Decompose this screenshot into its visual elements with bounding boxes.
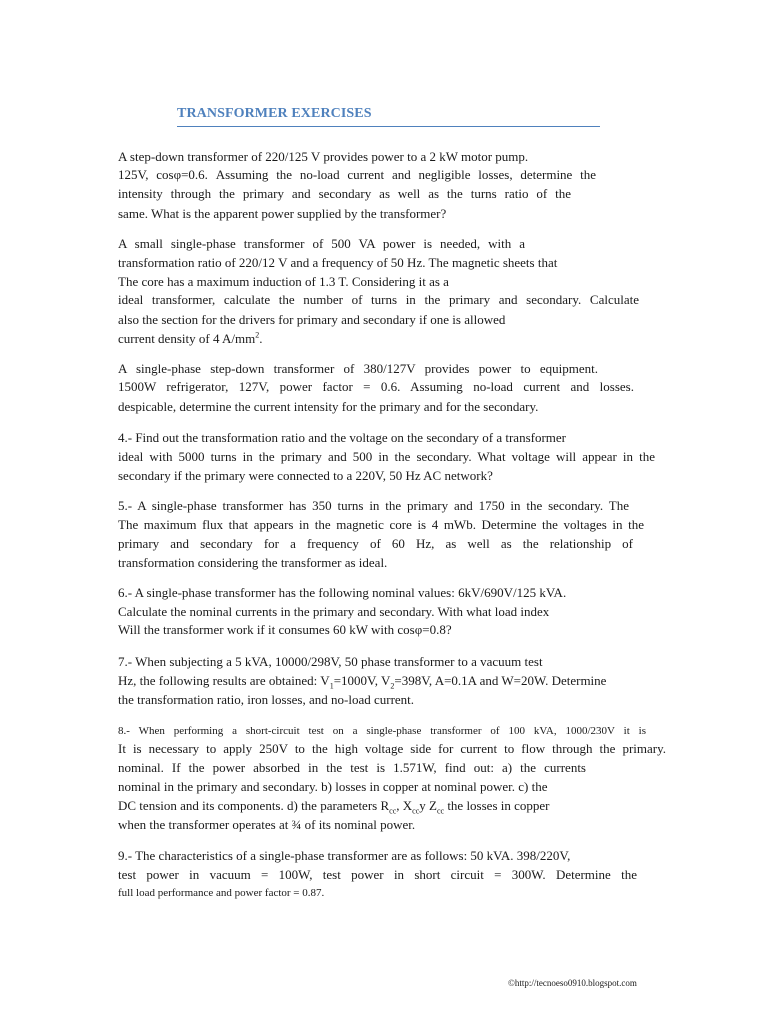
- ex7-sub-1: 1: [329, 681, 334, 691]
- ex2-line-6-text: current density of 4 A/mm: [118, 331, 256, 346]
- ex3-line-1: A single-phase step-down transformer of 380/127V provides power to equipment.: [118, 361, 598, 376]
- ex9-line-2: test power in vacuum = 100W, test power in short circuit = 300W. Determine the: [118, 867, 637, 882]
- ex3-line-2: 1500W refrigerator, 127V, power factor = 0.6. Assuming no-load current and losses.: [118, 379, 634, 394]
- ex8-line-5-c: y Z: [419, 798, 437, 813]
- ex2-line-1: A small single-phase transformer of 500 VA power is needed, with a: [118, 236, 525, 251]
- ex7-line-1: 7.- When subjecting a 5 kVA, 10000/298V, 50 phase transformer to a vacuum test: [118, 654, 543, 669]
- ex5-line-1: 5.- A single-phase transformer has 350 turns in the primary and 1750 in the secondary. The: [118, 498, 629, 513]
- ex8-sub-rcc: cc: [389, 806, 397, 816]
- ex4-line-3: secondary if the primary were connected to a 220V, 50 Hz AC network?: [118, 468, 493, 483]
- ex9-line-3: full load performance and power factor = 0.87.: [118, 887, 325, 899]
- ex6-line-2: Calculate the nominal currents in the primary and secondary. With what load index: [118, 604, 550, 619]
- ex8-line-5-d: the losses in copper: [444, 798, 550, 813]
- ex8-line-6: when the transformer operates at ¾ of its nominal power.: [118, 817, 416, 832]
- ex8-line-3: nominal. If the power absorbed in the test is 1.571W, find out: a) the currents: [118, 760, 586, 775]
- ex2-line-5: also the section for the drivers for primary and secondary if one is allowed: [118, 312, 506, 327]
- ex9-line-1: 9.- The characteristics of a single-phase transformer are as follows: 50 kVA. 398/220V,: [118, 848, 571, 863]
- ex2-line-6-end: .: [259, 331, 263, 346]
- ex1-line-4: same. What is the apparent power supplied by the transformer?: [118, 206, 447, 221]
- ex7-line-2-c: =398V, A=0.1A and W=20W. Determine: [394, 673, 607, 688]
- footer-credit: ©http://tecnoeso0910.blogspot.com: [508, 978, 637, 988]
- ex6-line-1: 6.- A single-phase transformer has the following nominal values: 6kV/690V/125 kVA.: [118, 585, 567, 600]
- ex5-line-4: transformation considering the transformer as ideal.: [118, 555, 388, 570]
- title-underline: [177, 126, 600, 127]
- ex1-line-2: 125V, cosφ=0.6. Assuming the no-load current and negligible losses, determine the: [118, 167, 596, 182]
- ex8-line-5-a: DC tension and its components. d) the parameters R: [118, 798, 390, 813]
- ex8-line-2: It is necessary to apply 250V to the high voltage side for current to flow through the primary.: [118, 741, 666, 756]
- ex5-line-2: The maximum flux that appears in the magnetic core is 4 mWb. Determine the voltages in the: [118, 517, 644, 532]
- ex2-line-4: ideal transformer, calculate the number of turns in the primary and secondary. Calculate: [118, 292, 639, 307]
- ex8-sub-xcc: cc: [412, 806, 420, 816]
- ex2-line-3: The core has a maximum induction of 1.3 T. Considering it as a: [118, 274, 449, 289]
- ex7-line-2: [118, 673, 656, 689]
- ex8-line-1: 8.- When performing a short-circuit test on a single-phase transformer of 100 kVA, 1000/230V it is: [118, 725, 646, 737]
- ex2-line-2: transformation ratio of 220/12 V and a frequency of 50 Hz. The magnetic sheets that: [118, 255, 558, 270]
- ex4-line-1: 4.- Find out the transformation ratio and the voltage on the secondary of a transformer: [118, 430, 567, 445]
- ex8-line-5: [118, 798, 656, 814]
- ex5-line-3: primary and secondary for a frequency of 60 Hz, as well as the relationship of: [118, 536, 633, 551]
- ex1-line-1: A step-down transformer of 220/125 V provides power to a 2 kW motor pump.: [118, 149, 529, 164]
- ex8-sub-zcc: cc: [436, 806, 445, 816]
- ex7-line-2-a: Hz, the following results are obtained: V: [118, 673, 330, 688]
- page-title: TRANSFORMER EXERCISES: [177, 106, 372, 121]
- ex2-line-6: [118, 331, 656, 347]
- ex7-line-3: the transformation ratio, iron losses, and no-load current.: [118, 692, 415, 707]
- ex1-line-3: intensity through the primary and secondary as well as the turns ratio of the: [118, 186, 571, 201]
- ex2-line-6-sup: 2: [255, 330, 260, 340]
- ex3-line-3: despicable, determine the current intensity for the primary and for the secondary.: [118, 399, 539, 414]
- ex6-line-3: Will the transformer work if it consumes 60 kW with cosφ=0.8?: [118, 622, 452, 637]
- ex8-line-5-b: , X: [396, 798, 413, 813]
- ex7-sub-2: 2: [390, 681, 395, 691]
- ex4-line-2: ideal with 5000 turns in the primary and 500 in the secondary. What voltage will appear in the: [118, 449, 655, 464]
- ex7-line-2-b: =1000V, V: [333, 673, 391, 688]
- ex8-line-4: nominal in the primary and secondary. b) losses in copper at nominal power. c) the: [118, 779, 548, 794]
